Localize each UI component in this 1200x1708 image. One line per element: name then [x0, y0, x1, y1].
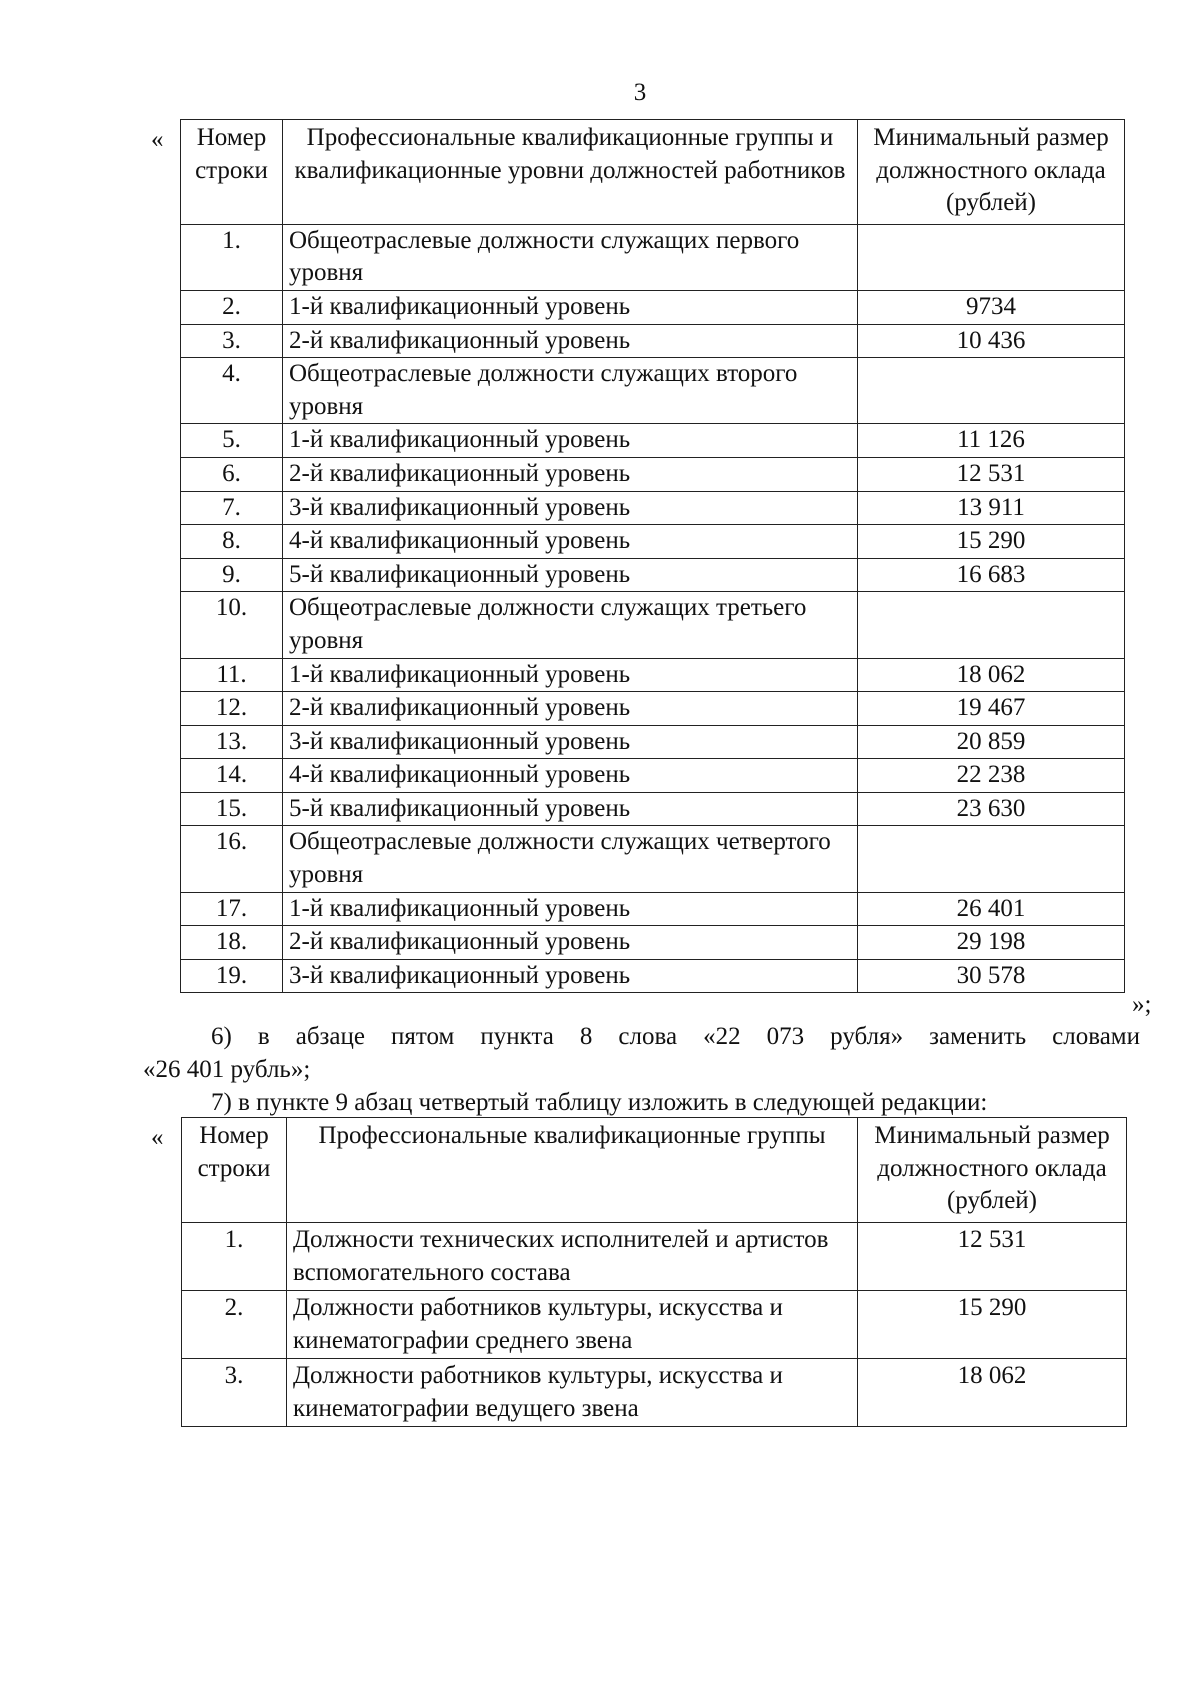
salary-value-cell: 18 062	[858, 1358, 1127, 1426]
table-row	[181, 457, 1125, 491]
salary-value-cell: 15 290	[858, 1290, 1127, 1358]
qualification-name-cell: Должности технических исполнителей и артистов вспомогательного состава	[287, 1222, 858, 1290]
row-number-cell: 10.	[181, 592, 283, 658]
row-number-cell: 2.	[182, 1290, 287, 1358]
table-row	[182, 1222, 1127, 1290]
qualification-name-cell: 4-й квалификационный уровень	[283, 525, 858, 559]
qualification-name-cell: 2-й квалификационный уровень	[283, 324, 858, 358]
table-header-row	[182, 1118, 1127, 1223]
header-row-number: Номер строки	[181, 120, 283, 225]
row-number-cell: 3.	[182, 1358, 287, 1426]
table-row	[181, 290, 1125, 324]
qualification-name-cell: 1-й квалификационный уровень	[283, 424, 858, 458]
qualification-name-cell: 3-й квалификационный уровень	[283, 725, 858, 759]
header-qualification-groups: Профессиональные квалификационные группы и квалификационные уровни должностей работников	[283, 120, 858, 225]
table-row	[181, 759, 1125, 793]
row-number-cell: 16.	[181, 826, 283, 892]
salary-value-cell: 30 578	[858, 959, 1125, 993]
paragraph-7: 7) в пункте 9 абзац четвертый таблицу изложить в следующей редакции:	[211, 1089, 988, 1116]
salary-value-cell: 18 062	[858, 658, 1125, 692]
row-number-cell: 1.	[181, 224, 283, 290]
qualification-name-cell: 2-й квалификационный уровень	[283, 457, 858, 491]
table-row	[181, 491, 1125, 525]
qualification-name-cell: 3-й квалификационный уровень	[283, 959, 858, 993]
salary-value-cell: 12 531	[858, 1222, 1127, 1290]
salary-value-cell: 12 531	[858, 457, 1125, 491]
row-number-cell: 11.	[181, 658, 283, 692]
table-row	[182, 1290, 1127, 1358]
row-number-cell: 2.	[181, 290, 283, 324]
salary-value-cell: 19 467	[858, 692, 1125, 726]
table-row	[181, 424, 1125, 458]
qualification-name-cell: Общеотраслевые должности служащих четвертого уровня	[283, 826, 858, 892]
salary-value-cell	[858, 826, 1125, 892]
table-row	[182, 1358, 1127, 1426]
row-number-cell: 1.	[182, 1222, 287, 1290]
qualification-name-cell: Должности работников культуры, искусства и кинематографии среднего звена	[287, 1290, 858, 1358]
header-min-salary: Минимальный размер должностного оклада (рублей)	[858, 120, 1125, 225]
salary-value-cell: 13 911	[858, 491, 1125, 525]
salary-value-cell: 10 436	[858, 324, 1125, 358]
salary-value-cell	[858, 592, 1125, 658]
table-row	[181, 558, 1125, 592]
row-number-cell: 3.	[181, 324, 283, 358]
opening-quote-2: «	[151, 1124, 164, 1151]
qualification-name-cell: 1-й квалификационный уровень	[283, 290, 858, 324]
page-number: 3	[633, 79, 647, 106]
qualification-name-cell: 3-й квалификационный уровень	[283, 491, 858, 525]
paragraph-6-line-1: 6) в абзаце пятом пункта 8 слова «22 073 рубля» заменить словами	[211, 1023, 1140, 1050]
qualification-name-cell: 5-й квалификационный уровень	[283, 558, 858, 592]
salary-table-2	[181, 1117, 1127, 1427]
salary-table-1	[180, 119, 1125, 993]
salary-value-cell: 11 126	[858, 424, 1125, 458]
salary-value-cell: 9734	[858, 290, 1125, 324]
table-row	[181, 959, 1125, 993]
table-row	[181, 926, 1125, 960]
qualification-name-cell: Общеотраслевые должности служащих первого уровня	[283, 224, 858, 290]
salary-value-cell: 20 859	[858, 725, 1125, 759]
row-number-cell: 15.	[181, 792, 283, 826]
table-row	[181, 358, 1125, 424]
salary-value-cell: 16 683	[858, 558, 1125, 592]
salary-value-cell: 23 630	[858, 792, 1125, 826]
header-qualification-groups: Профессиональные квалификационные группы	[287, 1118, 858, 1223]
table-header-row	[181, 120, 1125, 225]
salary-value-cell: 29 198	[858, 926, 1125, 960]
paragraph-6	[143, 1020, 1140, 1086]
qualification-name-cell: Общеотраслевые должности служащих третьего уровня	[283, 592, 858, 658]
salary-value-cell: 15 290	[858, 525, 1125, 559]
row-number-cell: 12.	[181, 692, 283, 726]
qualification-name-cell: 5-й квалификационный уровень	[283, 792, 858, 826]
qualification-name-cell: 2-й квалификационный уровень	[283, 926, 858, 960]
paragraph-6-line-2: «26 401 рубль»;	[143, 1056, 311, 1083]
table-row	[181, 826, 1125, 892]
qualification-name-cell: 2-й квалификационный уровень	[283, 692, 858, 726]
qualification-name-cell: 1-й квалификационный уровень	[283, 892, 858, 926]
opening-quote: «	[151, 126, 164, 153]
row-number-cell: 4.	[181, 358, 283, 424]
table-row	[181, 592, 1125, 658]
salary-value-cell	[858, 358, 1125, 424]
salary-value-cell: 22 238	[858, 759, 1125, 793]
header-row-number: Номер строки	[182, 1118, 287, 1223]
table-row	[181, 224, 1125, 290]
row-number-cell: 6.	[181, 457, 283, 491]
table-row	[181, 792, 1125, 826]
closing-quote: »;	[1132, 991, 1152, 1018]
table-row	[181, 892, 1125, 926]
row-number-cell: 19.	[181, 959, 283, 993]
table-row	[181, 658, 1125, 692]
qualification-name-cell: 4-й квалификационный уровень	[283, 759, 858, 793]
row-number-cell: 13.	[181, 725, 283, 759]
qualification-name-cell: Должности работников культуры, искусства и кинематографии ведущего звена	[287, 1358, 858, 1426]
salary-value-cell	[858, 224, 1125, 290]
row-number-cell: 8.	[181, 525, 283, 559]
row-number-cell: 5.	[181, 424, 283, 458]
table-row	[181, 324, 1125, 358]
row-number-cell: 7.	[181, 491, 283, 525]
row-number-cell: 14.	[181, 759, 283, 793]
qualification-name-cell: Общеотраслевые должности служащих второго уровня	[283, 358, 858, 424]
qualification-name-cell: 1-й квалификационный уровень	[283, 658, 858, 692]
row-number-cell: 18.	[181, 926, 283, 960]
table-row	[181, 525, 1125, 559]
salary-value-cell: 26 401	[858, 892, 1125, 926]
row-number-cell: 17.	[181, 892, 283, 926]
header-min-salary: Минимальный размер должностного оклада (рублей)	[858, 1118, 1127, 1223]
table-row	[181, 725, 1125, 759]
row-number-cell: 9.	[181, 558, 283, 592]
table-row	[181, 692, 1125, 726]
